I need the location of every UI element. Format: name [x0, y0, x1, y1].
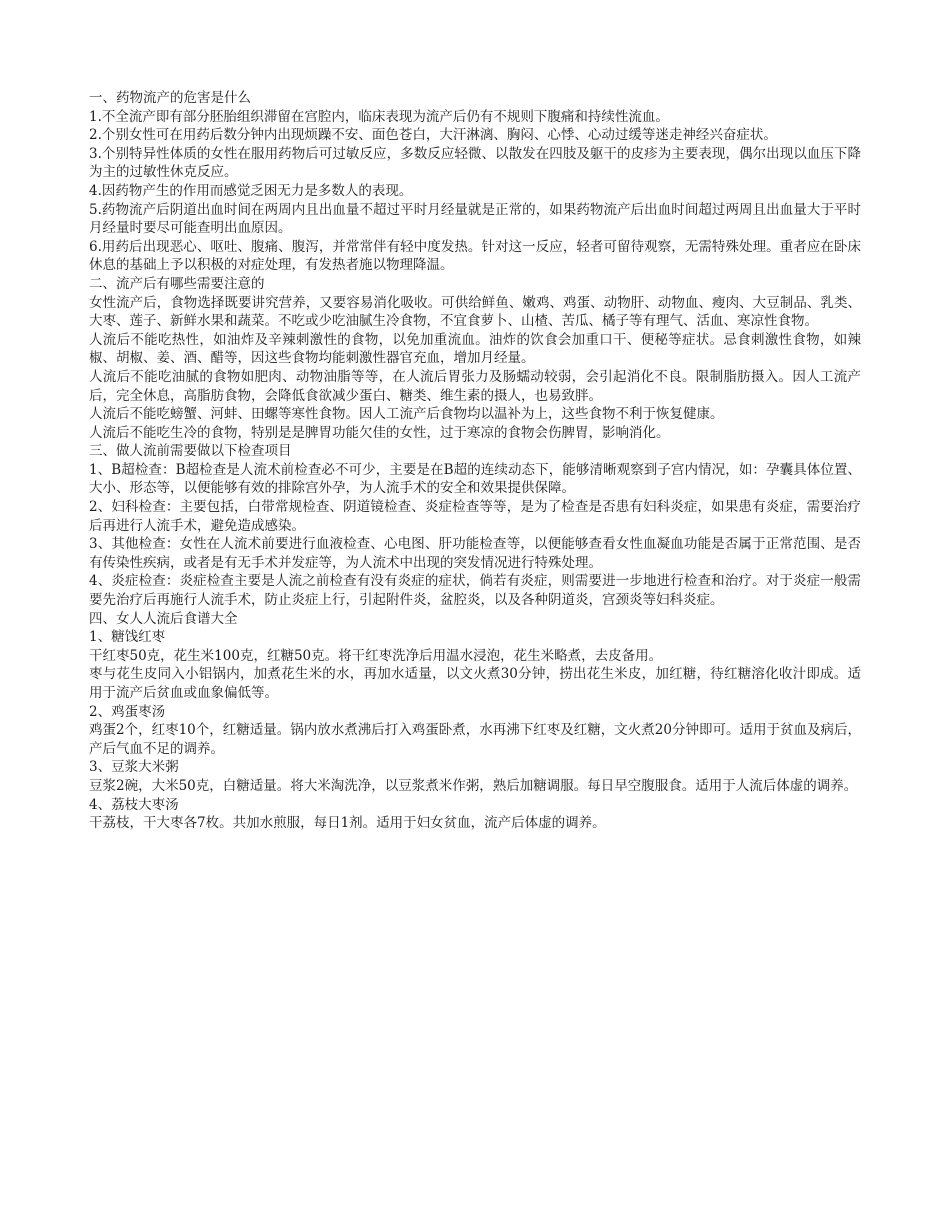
- paragraph: 1.不全流产即有部分胚胎组织滞留在宫腔内，临床表现为流产后仍有不规则下腹痛和持续性流血。: [89, 108, 669, 125]
- paragraph: 豆浆2碗，大米50克，白糖适量。将大米淘洗净，以豆浆煮米作粥，熟后加糖调服。每日早空腹服食。适用于人流后体虚的调养。: [89, 777, 858, 794]
- paragraph: 1、B超检查：B超检查是人流术前检查必不可少，主要是在B超的连续动态下，能够清晰观察到子宫内情况，如：孕囊具体位置、大小、形态等，以便能够有效的排除宫外孕，为人流手术的安全和效果提供保障。: [89, 461, 861, 497]
- recipe-title: 1、糖饯红枣: [89, 629, 166, 646]
- section-heading-3: 三、做人流前需要做以下检查项目: [89, 443, 292, 460]
- recipe-title: 2、鸡蛋枣汤: [89, 703, 166, 720]
- paragraph: 4.因药物产生的作用而感觉乏困无力是多数人的表现。: [89, 182, 413, 199]
- section-heading-4: 四、女人人流后食谱大全: [89, 610, 238, 627]
- paragraph: 5.药物流产后阴道出血时间在两周内且出血量不超过平时月经量就是正常的，如果药物流产后出血时间超过两周且出血量大于平时月经量时要尽可能查明出血原因。: [89, 201, 861, 237]
- paragraph: 3.个别特异性体质的女性在服用药物后可过敏反应，多数反应轻微、以散发在四肢及躯干的皮疹为主要表现，偶尔出现以血压下降为主的过敏性休克反应。: [89, 145, 861, 181]
- paragraph: 4、炎症检查：炎症检查主要是人流之前检查有没有炎症的症状，倘若有炎症，则需要进一步地进行检查和治疗。对于炎症一般需要先治疗后再施行人流手术，防止炎症上行，引起附件炎，盆腔炎，以及各种阴道炎，宫颈炎等妇科炎症。: [89, 573, 861, 609]
- paragraph: 人流后不能吃螃蟹、河蚌、田螺等寒性食物。因人工流产后食物均以温补为上，这些食物不利于恢复健康。: [89, 406, 724, 423]
- recipe-title: 4、荔枝大枣汤: [89, 796, 179, 813]
- document-body: [89, 89, 861, 833]
- paragraph: 枣与花生皮同入小铝锅内，加煮花生米的水，再加水适量，以文火煮30分钟，捞出花生米皮，加红糖，待红糖溶化收汁即成。适用于流产后贫血或血象偏低等。: [89, 666, 861, 701]
- paragraph: 鸡蛋2个，红枣10个，红糖适量。锅内放水煮沸后打入鸡蛋卧煮，水再沸下红枣及红糖，文火煮20分钟即可。适用于贫血及病后，产后气血不足的调养。: [89, 722, 861, 757]
- paragraph: 2.个别女性可在用药后数分钟内出现烦躁不安、面色苍白，大汗淋漓、胸闷、心悸、心动过缓等迷走神经兴奋症状。: [89, 127, 777, 144]
- paragraph: 干红枣50克，花生米100克，红糖50克。将干红枣洗净后用温水浸泡，花生米略煮，去皮备用。: [89, 647, 663, 664]
- paragraph: 3、其他检查：女性在人流术前要进行血液检查、心电图、肝功能检查等，以便能够查看女性血凝血功能是否属于正常范围、是否有传染性疾病，或者是有无手术并发症等，为人流术中出现的突发情况进行特殊处理。: [89, 536, 861, 571]
- paragraph: 女性流产后，食物选择既要讲究营养，又要容易消化吸收。可供给鲜鱼、嫩鸡、鸡蛋、动物肝、动物血、瘦肉、大豆制品、乳类、大枣、莲子、新鲜水果和蔬菜。不吃或少吃油腻生冷食物，不宜食萝卜、山楂、苦瓜、橘子等有理气、活血、寒凉性食物。: [89, 294, 861, 330]
- section-heading-1: 一、药物流产的危害是什么: [89, 90, 251, 106]
- paragraph: 人流后不能吃热性，如油炸及辛辣刺激性的食物，以免加重流血。油炸的饮食会加重口干、便秘等症状。忌食刺激性食物，如辣椒、胡椒、姜、酒、醋等，因这些食物均能刺激性器官充血，增加月经量。: [89, 331, 861, 367]
- paragraph: 干荔枝，干大枣各7枚。共加水煎服，每日1剂。适用于妇女贫血，流产后体虚的调养。: [89, 815, 606, 832]
- recipe-title: 3、豆浆大米粥: [89, 759, 179, 776]
- paragraph: 6.用药后出现恶心、呕吐、腹痛、腹泻，并常常伴有轻中度发热。针对这一反应，轻者可留待观察，无需特殊处理。重者应在卧床休息的基础上予以积极的对症处理，有发热者施以物理降温。: [89, 238, 861, 274]
- paragraph: 人流后不能吃生冷的食物，特别是是脾胃功能欠佳的女性，过于寒凉的食物会伤脾胃，影响消化。: [89, 424, 670, 441]
- section-heading-2: 二、流产后有哪些需要注意的: [89, 275, 265, 292]
- paragraph: 人流后不能吃油腻的食物如肥肉、动物油脂等等，在人流后胃张力及肠蠕动较弱，会引起消化不良。限制脂肪摄入。因人工流产后，完全休息，高脂肪食物，会降低食欲减少蛋白、糖类、维生素的摄人，也易致胖。: [89, 368, 861, 404]
- paragraph: 2、妇科检查：主要包括，白带常规检查、阴道镜检查、炎症检查等等，是为了检查是否患有妇科炎症，如果患有炎症，需要治疗后再进行人流手术，避免造成感染。: [89, 499, 861, 534]
